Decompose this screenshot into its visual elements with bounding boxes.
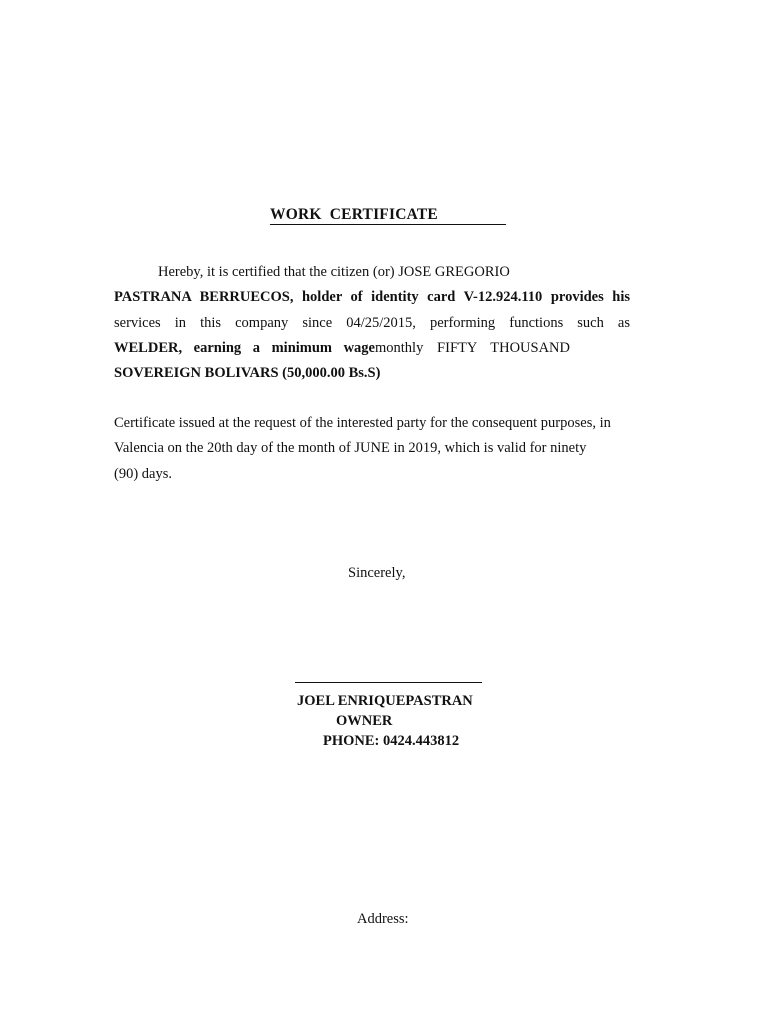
paragraph-line: Valencia on the 20th day of the month of JUNE in 2019, which is valid for ninety <box>114 440 587 457</box>
certification-paragraph <box>114 260 630 386</box>
paragraph-line: PASTRANA BERRUECOS, holder of identity card V-12.924.110 provides his <box>114 289 630 306</box>
address-label: Address: <box>357 911 409 927</box>
document-title: WORK CERTIFICATE <box>270 206 506 225</box>
closing-text: Sincerely, <box>348 565 406 581</box>
wage-text: monthly FIFTY THOUSAND <box>375 339 570 356</box>
signatory-role: OWNER <box>336 713 393 729</box>
paragraph-line: Certificate issued at the request of the interested party for the consequent purposes, in <box>114 415 611 431</box>
signatory-phone: PHONE: 0424.443812 <box>323 733 460 749</box>
signature-line <box>295 682 482 683</box>
job-title-text: WELDER, earning a minimum wage <box>114 339 375 356</box>
paragraph-line: SOVEREIGN BOLIVARS (50,000.00 Bs.S) <box>114 365 381 382</box>
paragraph-line: (90) days. <box>114 465 172 482</box>
validity-paragraph <box>114 411 630 487</box>
paragraph-line: Hereby, it is certified that the citizen (or) JOSE GREGORIO <box>158 264 510 280</box>
signatory-name: JOEL ENRIQUEPASTRAN <box>297 693 473 709</box>
paragraph-line: services in this company since 04/25/2015, performing functions such as <box>114 314 630 331</box>
paragraph-line <box>114 336 570 361</box>
